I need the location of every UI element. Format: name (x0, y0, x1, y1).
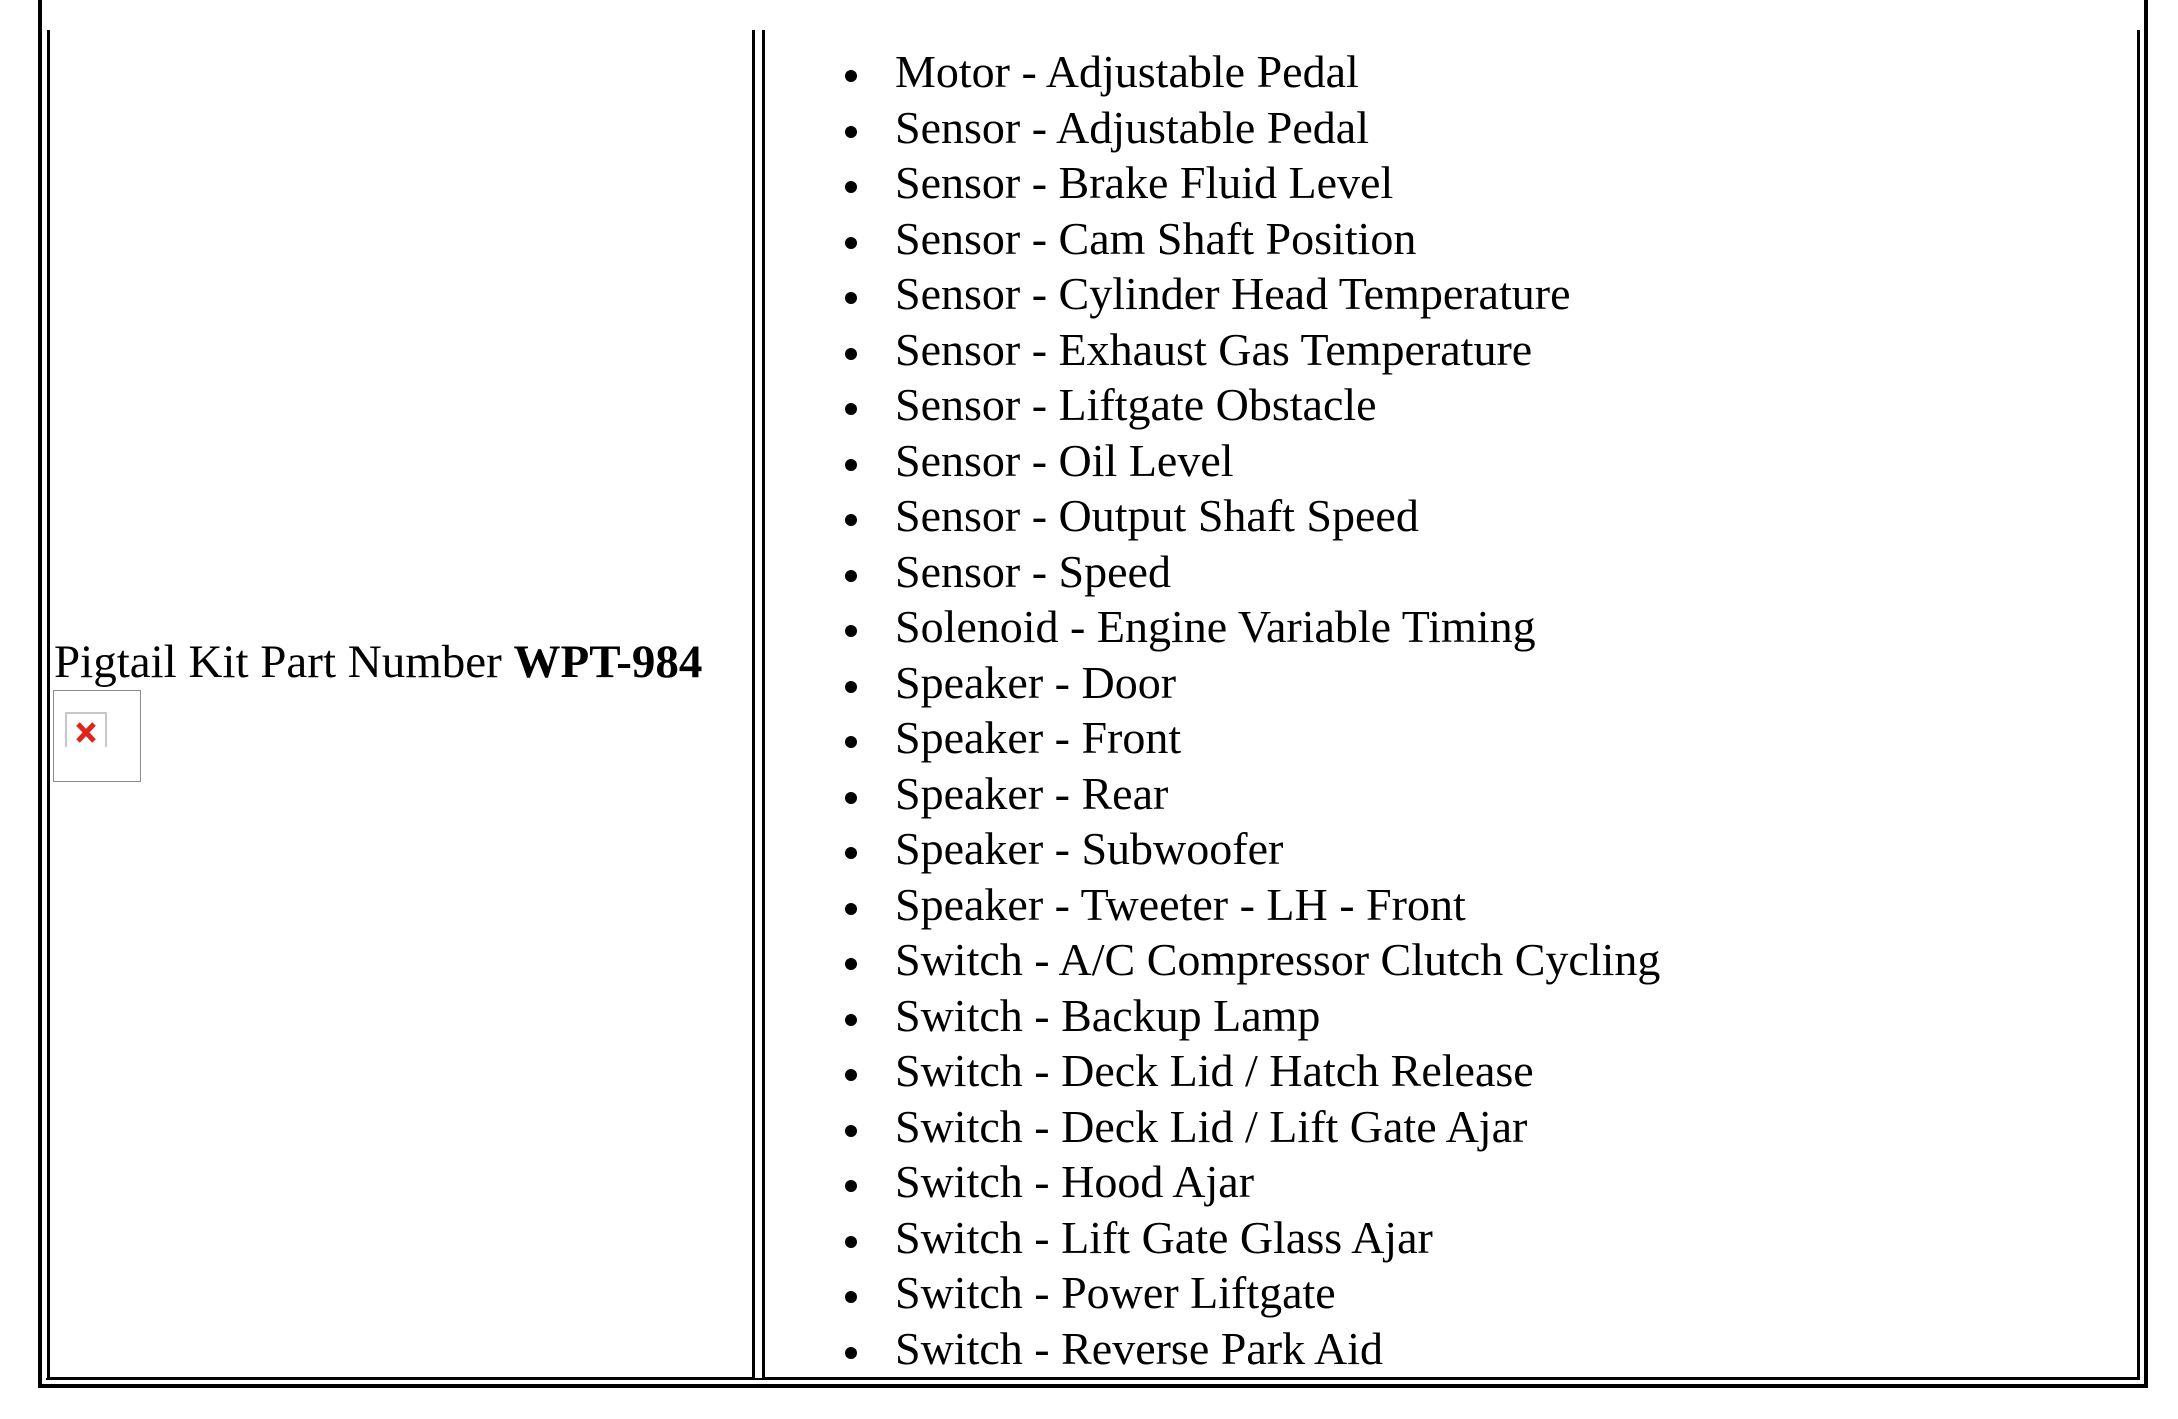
list-item-label: Switch - Backup Lamp (895, 989, 1321, 1041)
list-item-label: Solenoid - Engine Variable Timing (895, 601, 1536, 652)
bullet-icon (845, 181, 857, 193)
list-item (845, 595, 1660, 651)
list-item (845, 873, 1660, 929)
list-item (845, 1039, 1660, 1095)
list-item-label: Switch - Deck Lid / Lift Gate Ajar (895, 1100, 1528, 1152)
part-number-label (54, 632, 702, 692)
part-number-value: WPT-984 (513, 636, 703, 688)
list-item (845, 96, 1660, 152)
list-item-label: Switch - Reverse Park Aid (895, 1322, 1384, 1374)
bullet-icon (845, 1180, 857, 1192)
bullet-icon (845, 736, 857, 748)
list-item (845, 262, 1660, 318)
list-item-label: Speaker - Tweeter - LH - Front (895, 878, 1466, 930)
list-item-label: Sensor - Oil Level (895, 434, 1234, 486)
bullet-icon (845, 1347, 857, 1359)
list-item (845, 1206, 1660, 1262)
list-item-label: Speaker - Door (895, 656, 1177, 708)
list-item (845, 817, 1660, 873)
list-item-label: Speaker - Rear (895, 767, 1169, 819)
bullet-icon (845, 570, 857, 582)
list-item (845, 1095, 1660, 1151)
bullet-icon (845, 348, 857, 360)
bullet-icon (845, 1236, 857, 1248)
list-item (845, 928, 1660, 984)
list-item-label: Sensor - Output Shaft Speed (895, 490, 1419, 541)
list-item (845, 318, 1660, 374)
list-item (845, 207, 1660, 263)
part-number-prefix: Pigtail Kit Part Number (54, 636, 502, 688)
list-item-label: Switch - Deck Lid / Hatch Release (895, 1045, 1534, 1096)
bullet-icon (845, 237, 857, 249)
bullet-icon (845, 792, 857, 804)
list-item (845, 429, 1660, 485)
component-list (845, 40, 1660, 1372)
list-item-label: Sensor - Liftgate Obstacle (895, 379, 1377, 430)
bullet-icon (845, 403, 857, 415)
list-item (845, 984, 1660, 1040)
list-item-label: Speaker - Front (895, 712, 1182, 763)
broken-image-x-icon (64, 701, 110, 747)
list-item-label: Switch - Power Liftgate (895, 1267, 1336, 1318)
list-item (845, 651, 1660, 707)
list-item (845, 151, 1660, 207)
bullet-icon (845, 1069, 857, 1081)
list-item (845, 1317, 1660, 1373)
bullet-icon (845, 903, 857, 915)
list-item (845, 40, 1660, 96)
list-item-label: Sensor - Cylinder Head Temperature (895, 268, 1571, 319)
list-item-label: Sensor - Cam Shaft Position (895, 212, 1417, 264)
list-item-label: Motor - Adjustable Pedal (895, 46, 1359, 97)
bullet-icon (845, 70, 857, 82)
list-item (845, 484, 1660, 540)
list-item (845, 706, 1660, 762)
bullet-icon (845, 514, 857, 526)
part-number-cell (47, 30, 755, 1380)
list-item-label: Switch - Lift Gate Glass Ajar (895, 1211, 1433, 1263)
list-item (845, 373, 1660, 429)
bullet-icon (845, 1125, 857, 1137)
list-item (845, 1150, 1660, 1206)
list-item-label: Sensor - Adjustable Pedal (895, 101, 1369, 153)
list-item-label: Sensor - Brake Fluid Level (895, 157, 1394, 208)
list-item (845, 1261, 1660, 1317)
bullet-icon (845, 681, 857, 693)
list-item (845, 762, 1660, 818)
bullet-icon (845, 459, 857, 471)
list-item-label: Sensor - Speed (895, 545, 1171, 597)
list-item-label: Switch - A/C Compressor Clutch Cycling (895, 934, 1661, 985)
list-item-label: Speaker - Subwoofer (895, 823, 1284, 874)
bullet-icon (845, 847, 857, 859)
bullet-icon (845, 126, 857, 138)
bullet-icon (845, 625, 857, 637)
bullet-icon (845, 292, 857, 304)
list-item-label: Switch - Hood Ajar (895, 1156, 1255, 1207)
broken-image-icon (53, 690, 141, 782)
list-item (845, 540, 1660, 596)
bullet-icon (845, 1014, 857, 1026)
list-item-label: Sensor - Exhaust Gas Temperature (895, 323, 1533, 375)
bullet-icon (845, 1291, 857, 1303)
bullet-icon (845, 958, 857, 970)
